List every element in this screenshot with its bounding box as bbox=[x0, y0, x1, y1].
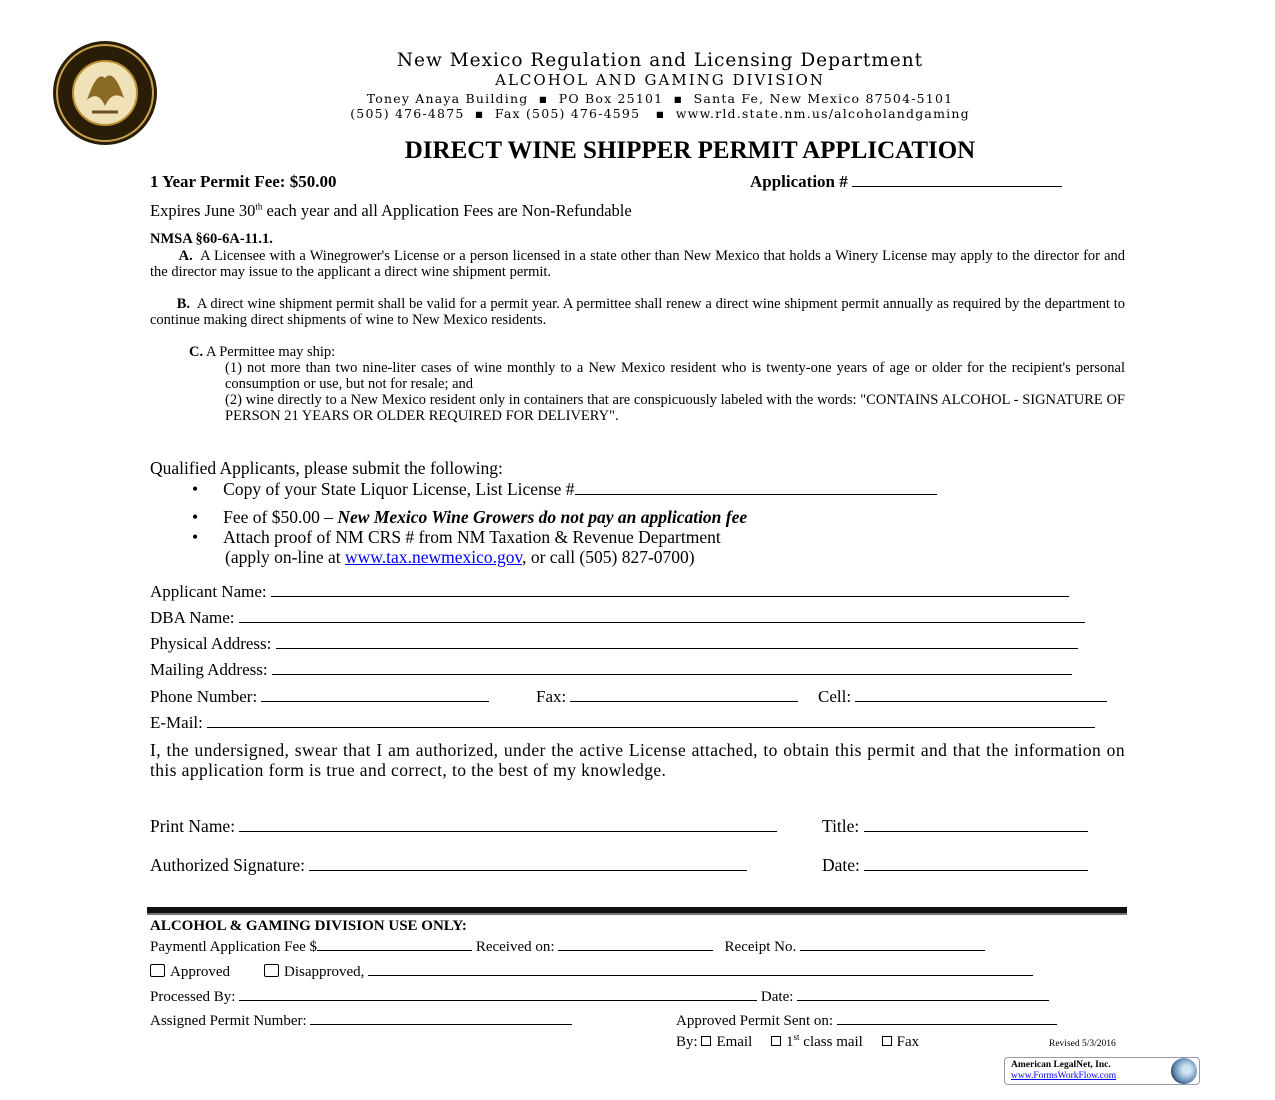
cell-field[interactable] bbox=[818, 687, 1107, 707]
bullet-fee: • Fee of $50.00 – New Mexico Wine Growers do not pay an application fee bbox=[192, 507, 748, 527]
tax-website-link[interactable]: www.tax.newmexico.gov bbox=[345, 547, 523, 567]
fax-option: Fax bbox=[896, 1034, 920, 1050]
by-label: By: bbox=[676, 1034, 698, 1050]
approved-checkbox[interactable] bbox=[150, 964, 165, 977]
phone-field[interactable] bbox=[150, 687, 489, 707]
statute-c2: (2) wine directly to a New Mexico resident only in containers that are conspicuously labeled with the words: "CONTAINS ALCOHOL - SIGNATURE OF PERSON 21 YEARS OR OLDER REQUIRED FOR DELIVERY". bbox=[225, 392, 1125, 424]
processed-label: Processed By: bbox=[150, 989, 236, 1005]
signature-label: Authorized Signature: bbox=[150, 855, 306, 875]
bullet-license[interactable]: • Copy of your State Liquor License, List License # bbox=[192, 479, 937, 500]
physical-address-label: Physical Address: bbox=[150, 634, 272, 653]
email-option: Email bbox=[716, 1034, 753, 1050]
payment-row[interactable] bbox=[150, 936, 985, 956]
statute-a bbox=[150, 248, 1125, 280]
dba-name-field[interactable] bbox=[150, 608, 1085, 628]
approved-label: Approved bbox=[170, 964, 230, 980]
mailing-address-label: Mailing Address: bbox=[150, 660, 268, 679]
fee-text: Fee of $50.00 – bbox=[223, 507, 338, 527]
signature-field[interactable] bbox=[150, 855, 747, 876]
delivery-method-row bbox=[676, 1032, 919, 1051]
date-label: Date: bbox=[822, 855, 860, 875]
statute-heading: NMSA §60-6A-11.1. bbox=[150, 231, 273, 247]
statute-c bbox=[189, 344, 1125, 360]
title-label: Title: bbox=[822, 816, 860, 836]
receipt-label: Receipt No. bbox=[724, 939, 797, 955]
statute-b bbox=[150, 296, 1125, 328]
expires-text-2: each year and all Application Fees are Non-Refundable bbox=[262, 201, 632, 220]
office-date-label: Date: bbox=[760, 989, 794, 1005]
apply-text: (apply on-line at bbox=[225, 547, 346, 567]
american-legalnet-badge[interactable] bbox=[1004, 1057, 1200, 1085]
revised-date: Revised 5/3/2016 bbox=[1049, 1039, 1116, 1049]
assigned-permit-field[interactable] bbox=[150, 1010, 572, 1030]
mail-checkbox[interactable] bbox=[771, 1036, 781, 1046]
physical-address-field[interactable] bbox=[150, 634, 1078, 654]
date-field[interactable] bbox=[822, 855, 1088, 876]
section-divider bbox=[147, 907, 1127, 915]
expires-text: Expires June 30 bbox=[150, 201, 256, 220]
globe-icon bbox=[1171, 1058, 1197, 1084]
email-label: E-Mail: bbox=[150, 713, 203, 732]
label-c: C. bbox=[189, 344, 204, 360]
expiration-note bbox=[150, 201, 632, 221]
division-name: ALCOHOL AND GAMING DIVISION bbox=[495, 71, 825, 89]
mail-option-2: class mail bbox=[799, 1034, 863, 1050]
phone-label: Phone Number: bbox=[150, 687, 258, 706]
company-name: American LegalNet, Inc. bbox=[1011, 1060, 1111, 1070]
call-text: , or call (505) 827-0700) bbox=[522, 547, 695, 567]
fax-field[interactable] bbox=[536, 687, 798, 707]
permit-fee: 1 Year Permit Fee: $50.00 bbox=[150, 172, 337, 191]
applicant-name-label: Applicant Name: bbox=[150, 582, 267, 601]
applicant-name-field[interactable] bbox=[150, 582, 1069, 602]
company-url[interactable]: www.FormsWorkFlow.com bbox=[1011, 1071, 1117, 1081]
license-label: Copy of your State Liquor License, List License # bbox=[223, 479, 575, 499]
statute-c1: (1) not more than two nine-liter cases of wine monthly to a New Mexico resident who is twenty-one years of age or older for the recipient's personal consumption or use, but not for resale; and bbox=[225, 360, 1125, 392]
text-c: A Permittee may ship: bbox=[205, 344, 336, 360]
label-b: B. bbox=[176, 296, 191, 312]
mail-sup: st bbox=[793, 1032, 800, 1042]
print-name-label: Print Name: bbox=[150, 816, 236, 836]
mailing-address-field[interactable] bbox=[150, 660, 1072, 680]
received-label: Received on: bbox=[475, 939, 555, 955]
email-checkbox[interactable] bbox=[701, 1036, 711, 1046]
mail-option: 1 bbox=[786, 1034, 794, 1050]
text-a: A Licensee with a Winegrower's License or a person licensed in a state other than New Mexico that holds a Winery License may apply to the director for and the director may issue to the applicant a direct wine shipment permit. bbox=[150, 248, 1126, 280]
address-line: Toney Anaya Building ▪ PO Box 25101 ▪ Santa Fe, New Mexico 87504-5101 bbox=[366, 91, 954, 106]
crs-text: Attach proof of NM CRS # from NM Taxation & Revenue Department bbox=[223, 527, 721, 547]
label-a: A. bbox=[178, 248, 193, 264]
permit-sent-label: Approved Permit Sent on: bbox=[676, 1013, 834, 1029]
office-use-heading: ALCOHOL & GAMING DIVISION USE ONLY: bbox=[150, 918, 467, 934]
fax-label: Fax: bbox=[536, 687, 567, 706]
approval-row[interactable] bbox=[150, 961, 1033, 981]
processed-row[interactable] bbox=[150, 986, 1049, 1006]
contact-line: (505) 476-4875 ▪ Fax (505) 476-4595 ▪ www.rld.state.nm.us/alcoholandgaming bbox=[350, 106, 970, 121]
expires-sup: th bbox=[255, 201, 263, 212]
title-field[interactable] bbox=[822, 816, 1088, 837]
page-title: DIRECT WINE SHIPPER PERMIT APPLICATION bbox=[404, 137, 976, 164]
qualified-intro: Qualified Applicants, please submit the following: bbox=[150, 458, 503, 478]
print-name-field[interactable] bbox=[150, 816, 777, 837]
cell-label: Cell: bbox=[818, 687, 852, 706]
oath-statement: I, the undersigned, swear that I am authorized, under the active License attached, to obtain this permit and that the information on this application form is true and correct, to the best of my knowledge. bbox=[150, 740, 1125, 780]
fee-exemption: New Mexico Wine Growers do not pay an application fee bbox=[337, 507, 748, 527]
bullet-crs: • Attach proof of NM CRS # from NM Taxation & Revenue Department bbox=[192, 527, 721, 547]
email-field[interactable] bbox=[150, 713, 1095, 733]
dba-name-label: DBA Name: bbox=[150, 608, 235, 627]
disapproved-label: Disapproved, bbox=[284, 964, 365, 980]
application-number-field[interactable] bbox=[750, 172, 1062, 192]
application-number-label: Application # bbox=[750, 172, 848, 191]
department-name: New Mexico Regulation and Licensing Department bbox=[396, 50, 924, 71]
crs-apply-line bbox=[225, 547, 695, 568]
payment-label: Paymentl Application Fee $ bbox=[150, 939, 318, 955]
text-b: A direct wine shipment permit shall be valid for a permit year. A permittee shall renew a direct wine shipment permit annually as required by the department to continue making direct shipments of wine to New Mexico residents. bbox=[150, 296, 1126, 328]
permit-sent-field[interactable] bbox=[676, 1010, 1057, 1030]
state-seal-logo bbox=[52, 40, 158, 146]
assigned-permit-label: Assigned Permit Number: bbox=[150, 1013, 307, 1029]
disapproved-checkbox[interactable] bbox=[264, 964, 279, 977]
fax-checkbox[interactable] bbox=[882, 1036, 892, 1046]
